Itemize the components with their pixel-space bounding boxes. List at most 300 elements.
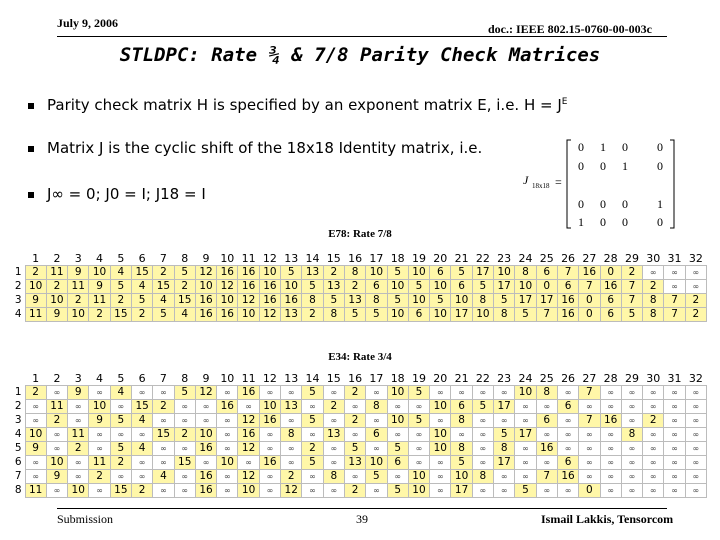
column-header: 21 [454, 252, 469, 265]
matrix-cell: ∞ [259, 470, 280, 484]
matrix-cell: 17 [451, 484, 472, 498]
j-matrix-entry: 0 [657, 159, 663, 173]
matrix-cell: 7 [579, 280, 600, 294]
matrix-cell: 10 [238, 484, 259, 498]
matrix-cell: ∞ [387, 470, 408, 484]
row-header: 2 [14, 400, 22, 412]
matrix-cell: 7 [579, 414, 600, 428]
matrix-cell: 16 [557, 470, 578, 484]
matrix-cell: 10 [515, 386, 536, 400]
column-header: 2 [53, 372, 61, 385]
column-header: 27 [582, 372, 597, 385]
matrix-cell: ∞ [302, 470, 323, 484]
matrix-cell: 2 [89, 308, 110, 322]
footer-rule [57, 508, 667, 509]
matrix-cell: 2 [643, 414, 664, 428]
column-header: 32 [688, 372, 703, 385]
column-header: 26 [561, 252, 576, 265]
matrix-cell: ∞ [217, 414, 238, 428]
j-matrix-entry: 0 [622, 215, 628, 229]
matrix-cell: 6 [557, 280, 578, 294]
matrix-cell: 12 [238, 470, 259, 484]
matrix-cell: 6 [600, 294, 621, 308]
header-rule [57, 36, 667, 37]
matrix-cell: 2 [110, 294, 131, 308]
matrix-cell: 5 [387, 484, 408, 498]
matrix-cell: 16 [259, 294, 280, 308]
matrix-cell: ∞ [387, 400, 408, 414]
matrix-cell: ∞ [302, 428, 323, 442]
j-matrix-equals: = [555, 175, 562, 189]
matrix-cell: 4 [110, 266, 131, 280]
matrix-cell: ∞ [68, 400, 89, 414]
column-header: 25 [539, 252, 554, 265]
matrix-cell: ∞ [685, 428, 706, 442]
matrix-cell: 10 [25, 428, 46, 442]
j-matrix-entry: 0 [622, 140, 628, 154]
column-header: 6 [138, 372, 146, 385]
matrix-cell: 13 [323, 280, 344, 294]
matrix-cell: ∞ [408, 400, 429, 414]
matrix-cell: ∞ [366, 386, 387, 400]
matrix-cell: ∞ [494, 414, 515, 428]
column-header: 18 [390, 252, 405, 265]
matrix-cell: 2 [89, 470, 110, 484]
matrix-cell: ∞ [579, 456, 600, 470]
matrix-cell: 6 [536, 266, 557, 280]
matrix-cell: 5 [408, 386, 429, 400]
table-row [7, 442, 707, 456]
matrix-cell: 16 [238, 266, 259, 280]
row-header: 1 [14, 266, 22, 278]
matrix-cell: 10 [494, 266, 515, 280]
column-header: 5 [117, 372, 125, 385]
matrix-cell: ∞ [430, 386, 451, 400]
column-header: 22 [475, 252, 490, 265]
matrix-cell: 8 [366, 400, 387, 414]
matrix-cell: 12 [238, 294, 259, 308]
j-matrix-left-bracket [567, 140, 571, 228]
column-header: 8 [181, 252, 189, 265]
matrix-cell: ∞ [643, 400, 664, 414]
matrix-cell: 5 [344, 442, 365, 456]
matrix-cell: ∞ [153, 484, 174, 498]
matrix-cell: 2 [25, 386, 46, 400]
column-header: 23 [497, 372, 512, 385]
matrix-cell: 5 [153, 308, 174, 322]
header-doc-id: doc.: IEEE 802.15-0760-00-003c [488, 22, 652, 36]
row-header: 6 [14, 456, 22, 468]
matrix-cell: 16 [238, 280, 259, 294]
matrix-cell: 16 [195, 294, 216, 308]
matrix-cell: ∞ [643, 266, 664, 280]
matrix-cell: 7 [536, 308, 557, 322]
table-corner [7, 252, 25, 266]
matrix-cell: ∞ [281, 442, 302, 456]
matrix-cell: ∞ [174, 470, 195, 484]
matrix-cell: 2 [302, 442, 323, 456]
matrix-cell: 2 [302, 308, 323, 322]
matrix-cell: 9 [68, 386, 89, 400]
matrix-cell: 5 [387, 442, 408, 456]
matrix-cell: 2 [25, 266, 46, 280]
matrix-cell: 6 [557, 400, 578, 414]
matrix-cell: 2 [344, 280, 365, 294]
matrix-cell: 0 [579, 308, 600, 322]
column-header: 12 [262, 372, 277, 385]
matrix-cell: 15 [110, 308, 131, 322]
matrix-cell: ∞ [46, 428, 67, 442]
column-header: 7 [159, 372, 167, 385]
matrix-cell: 6 [600, 308, 621, 322]
table-2-caption: E34: Rate 3/4 [328, 351, 392, 363]
matrix-cell: ∞ [46, 442, 67, 456]
matrix-cell: 15 [174, 294, 195, 308]
matrix-cell: 5 [515, 308, 536, 322]
column-header: 21 [454, 372, 469, 385]
matrix-cell: ∞ [281, 386, 302, 400]
matrix-cell: 16 [557, 294, 578, 308]
matrix-cell: ∞ [472, 484, 493, 498]
matrix-cell: 11 [68, 280, 89, 294]
matrix-cell: 6 [536, 414, 557, 428]
matrix-cell: ∞ [89, 428, 110, 442]
j-matrix-entry: 0 [578, 159, 584, 173]
column-header: 12 [262, 252, 277, 265]
matrix-cell: ∞ [685, 414, 706, 428]
matrix-cell: ∞ [408, 428, 429, 442]
matrix-cell: 12 [259, 308, 280, 322]
table-row [7, 400, 707, 414]
matrix-cell: 10 [387, 308, 408, 322]
column-header: 22 [475, 372, 490, 385]
matrix-cell: 2 [685, 308, 706, 322]
column-header: 15 [326, 252, 341, 265]
matrix-cell: 10 [68, 484, 89, 498]
matrix-cell: 11 [46, 400, 67, 414]
matrix-cell: 10 [238, 308, 259, 322]
matrix-cell: 8 [451, 414, 472, 428]
matrix-cell: ∞ [323, 484, 344, 498]
rate-3-4-matrix-table [7, 372, 707, 498]
matrix-cell: 16 [557, 308, 578, 322]
bullet-1-marker [28, 103, 34, 109]
matrix-cell: ∞ [323, 414, 344, 428]
column-header: 30 [646, 252, 661, 265]
matrix-cell: 15 [174, 456, 195, 470]
matrix-cell: 12 [195, 266, 216, 280]
matrix-cell: 15 [153, 428, 174, 442]
matrix-cell: 0 [579, 294, 600, 308]
slide-title: STLDPC: Rate ¾ & 7/8 Parity Check Matrices [119, 44, 601, 66]
matrix-cell: 5 [110, 280, 131, 294]
matrix-cell: 10 [430, 442, 451, 456]
matrix-cell: ∞ [536, 400, 557, 414]
j-matrix-entry: 0 [622, 197, 628, 211]
matrix-cell: ∞ [621, 442, 642, 456]
matrix-cell: ∞ [600, 428, 621, 442]
matrix-cell: ∞ [46, 386, 67, 400]
matrix-cell: 9 [46, 470, 67, 484]
matrix-cell: ∞ [600, 470, 621, 484]
matrix-cell: 8 [472, 470, 493, 484]
matrix-cell: ∞ [344, 470, 365, 484]
matrix-cell: 11 [25, 308, 46, 322]
matrix-cell: ∞ [536, 456, 557, 470]
matrix-cell: 16 [238, 428, 259, 442]
matrix-cell: 5 [408, 280, 429, 294]
matrix-cell: 10 [472, 308, 493, 322]
column-header: 19 [411, 372, 426, 385]
matrix-cell: 4 [131, 414, 152, 428]
matrix-cell: 10 [387, 386, 408, 400]
matrix-cell: 10 [217, 294, 238, 308]
matrix-cell: ∞ [685, 470, 706, 484]
matrix-cell: ∞ [110, 428, 131, 442]
column-header: 20 [433, 252, 448, 265]
matrix-cell: ∞ [68, 456, 89, 470]
matrix-cell: 9 [89, 280, 110, 294]
matrix-cell: ∞ [664, 400, 685, 414]
matrix-cell: 12 [281, 484, 302, 498]
column-header: 2 [53, 252, 61, 265]
matrix-cell: 10 [387, 280, 408, 294]
matrix-cell: ∞ [621, 456, 642, 470]
matrix-cell: 9 [25, 294, 46, 308]
matrix-cell: 2 [46, 414, 67, 428]
matrix-cell: 11 [25, 484, 46, 498]
matrix-cell: 4 [131, 442, 152, 456]
matrix-cell: 5 [323, 294, 344, 308]
row-header: 2 [14, 280, 22, 292]
column-header: 25 [539, 372, 554, 385]
matrix-cell: 7 [621, 280, 642, 294]
matrix-cell: 8 [621, 428, 642, 442]
table-row [7, 470, 707, 484]
matrix-cell: 10 [46, 456, 67, 470]
matrix-cell: 9 [46, 308, 67, 322]
j-matrix-figure [515, 136, 715, 232]
j-matrix-entry: 0 [600, 159, 606, 173]
matrix-cell: ∞ [174, 400, 195, 414]
matrix-cell: 5 [366, 470, 387, 484]
row-header: 1 [14, 386, 22, 398]
matrix-cell: 16 [195, 308, 216, 322]
matrix-cell: 16 [259, 280, 280, 294]
column-header: 31 [667, 252, 682, 265]
j-matrix-entry: 0 [657, 140, 663, 154]
matrix-cell: 10 [366, 266, 387, 280]
matrix-cell: 6 [430, 266, 451, 280]
matrix-cell: 10 [259, 266, 280, 280]
matrix-cell: ∞ [131, 470, 152, 484]
column-header: 18 [390, 372, 405, 385]
j-matrix-entry: 1 [657, 197, 663, 211]
matrix-cell: 11 [89, 294, 110, 308]
matrix-cell: ∞ [579, 470, 600, 484]
matrix-cell: ∞ [131, 386, 152, 400]
matrix-cell: ∞ [579, 428, 600, 442]
matrix-cell: 5 [302, 414, 323, 428]
matrix-cell: ∞ [664, 414, 685, 428]
matrix-cell: 13 [281, 308, 302, 322]
matrix-cell: 4 [110, 386, 131, 400]
matrix-cell: 16 [217, 308, 238, 322]
matrix-cell: 10 [515, 280, 536, 294]
column-header: 14 [305, 372, 320, 385]
matrix-cell: ∞ [494, 470, 515, 484]
matrix-cell: ∞ [217, 386, 238, 400]
row-header: 4 [14, 428, 22, 440]
table-row [7, 414, 707, 428]
matrix-cell: 8 [472, 294, 493, 308]
matrix-cell: ∞ [68, 414, 89, 428]
matrix-cell: ∞ [621, 484, 642, 498]
bullet-3 [47, 185, 206, 203]
matrix-cell: 17 [472, 266, 493, 280]
table-row [7, 308, 707, 322]
matrix-cell: ∞ [600, 484, 621, 498]
matrix-cell: 5 [494, 428, 515, 442]
row-header: 7 [14, 470, 22, 482]
matrix-cell: ∞ [621, 414, 642, 428]
matrix-cell: ∞ [664, 428, 685, 442]
matrix-cell: 15 [153, 280, 174, 294]
matrix-cell: 16 [281, 294, 302, 308]
matrix-cell: 4 [131, 280, 152, 294]
matrix-cell: 5 [174, 266, 195, 280]
matrix-cell: ∞ [472, 386, 493, 400]
matrix-cell: 13 [344, 294, 365, 308]
matrix-cell: 10 [46, 294, 67, 308]
matrix-cell: 11 [46, 266, 67, 280]
matrix-cell: 2 [344, 414, 365, 428]
matrix-cell: 15 [131, 266, 152, 280]
column-header: 27 [582, 252, 597, 265]
matrix-cell: 6 [557, 456, 578, 470]
matrix-cell: 5 [281, 266, 302, 280]
matrix-cell: 16 [217, 400, 238, 414]
bullet-3-marker [28, 192, 34, 198]
matrix-cell: 5 [174, 386, 195, 400]
column-header: 6 [138, 252, 146, 265]
matrix-cell: 5 [472, 400, 493, 414]
bullet-3-text: J∞ = 0; J0 = I; J18 = I [47, 185, 206, 203]
matrix-cell: 4 [174, 308, 195, 322]
table-row [7, 456, 707, 470]
matrix-cell: 2 [174, 280, 195, 294]
matrix-cell: ∞ [217, 442, 238, 456]
bullet-1-sup: E [561, 97, 568, 107]
matrix-cell: ∞ [685, 386, 706, 400]
matrix-cell: 7 [664, 294, 685, 308]
column-header: 4 [96, 252, 104, 265]
rate-7-8-matrix-table [7, 252, 707, 322]
bullet-1 [47, 96, 567, 114]
matrix-cell: 2 [153, 400, 174, 414]
matrix-cell: 7 [664, 308, 685, 322]
matrix-cell: ∞ [557, 386, 578, 400]
column-header: 4 [96, 372, 104, 385]
matrix-cell: ∞ [323, 386, 344, 400]
matrix-cell: ∞ [89, 442, 110, 456]
matrix-cell: 10 [89, 266, 110, 280]
matrix-cell: ∞ [472, 442, 493, 456]
matrix-cell: 2 [344, 386, 365, 400]
matrix-cell: 16 [259, 456, 280, 470]
matrix-cell: ∞ [494, 386, 515, 400]
matrix-cell: ∞ [89, 386, 110, 400]
matrix-cell: ∞ [600, 386, 621, 400]
matrix-cell: 2 [68, 442, 89, 456]
matrix-cell: ∞ [685, 266, 706, 280]
matrix-cell: 16 [195, 484, 216, 498]
matrix-cell: ∞ [621, 400, 642, 414]
matrix-cell: ∞ [685, 484, 706, 498]
matrix-cell: ∞ [25, 456, 46, 470]
matrix-cell: ∞ [515, 414, 536, 428]
bullet-2 [47, 139, 482, 157]
matrix-cell: 10 [387, 414, 408, 428]
matrix-cell: ∞ [110, 470, 131, 484]
matrix-cell: 2 [643, 280, 664, 294]
matrix-cell: ∞ [430, 470, 451, 484]
matrix-cell: 6 [366, 428, 387, 442]
matrix-cell: 5 [366, 308, 387, 322]
bullet-1-text: Parity check matrix H is specified by an exponent matrix E, i.e. H = J [47, 96, 562, 114]
matrix-cell: ∞ [25, 400, 46, 414]
table-header-row [7, 372, 707, 386]
matrix-cell: 11 [89, 456, 110, 470]
j-matrix-label: J [523, 173, 529, 187]
matrix-cell: 16 [600, 280, 621, 294]
matrix-cell: 2 [68, 294, 89, 308]
matrix-cell: 6 [408, 308, 429, 322]
matrix-cell: 15 [131, 400, 152, 414]
matrix-cell: ∞ [408, 456, 429, 470]
matrix-cell: 7 [621, 294, 642, 308]
j-matrix-right-bracket [670, 140, 674, 228]
matrix-cell: ∞ [664, 386, 685, 400]
matrix-cell: 5 [451, 266, 472, 280]
matrix-cell: ∞ [259, 386, 280, 400]
matrix-cell: 2 [621, 266, 642, 280]
matrix-cell: 5 [302, 280, 323, 294]
matrix-cell: 0 [600, 266, 621, 280]
page-number: 39 [356, 512, 368, 526]
matrix-cell: ∞ [664, 484, 685, 498]
matrix-cell: ∞ [536, 484, 557, 498]
matrix-cell: ∞ [153, 414, 174, 428]
matrix-cell: ∞ [89, 484, 110, 498]
j-matrix-subscript: 18x18 [532, 182, 550, 190]
matrix-cell: ∞ [643, 442, 664, 456]
column-header: 17 [369, 252, 384, 265]
matrix-cell: 5 [387, 266, 408, 280]
matrix-cell: 10 [430, 428, 451, 442]
matrix-cell: ∞ [579, 400, 600, 414]
row-header: 3 [14, 414, 22, 426]
matrix-cell: 5 [131, 294, 152, 308]
matrix-cell: 16 [195, 442, 216, 456]
matrix-cell: 2 [110, 456, 131, 470]
table-row [7, 266, 707, 280]
matrix-cell: 8 [494, 308, 515, 322]
matrix-cell: 8 [536, 386, 557, 400]
table-corner [7, 372, 25, 386]
matrix-cell: ∞ [174, 484, 195, 498]
matrix-cell: ∞ [195, 400, 216, 414]
